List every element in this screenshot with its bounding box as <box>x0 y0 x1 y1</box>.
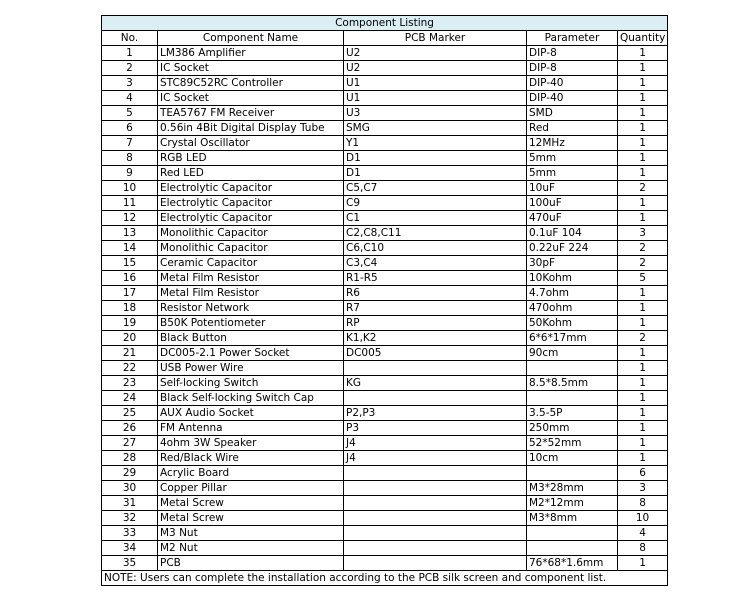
cell-parameter: Red <box>527 121 618 136</box>
cell-pcb-marker: Y1 <box>344 136 527 151</box>
cell-quantity: 1 <box>618 211 668 226</box>
table-row <box>102 346 668 361</box>
cell-parameter: DIP-40 <box>527 76 618 91</box>
cell-quantity: 1 <box>618 166 668 181</box>
cell-component-name: Monolithic Capacitor <box>158 226 344 241</box>
header-component-name: Component Name <box>158 31 344 46</box>
table-row <box>102 331 668 346</box>
table-row <box>102 211 668 226</box>
cell-no: 6 <box>102 121 158 136</box>
table-row <box>102 46 668 61</box>
cell-pcb-marker: C9 <box>344 196 527 211</box>
cell-quantity: 1 <box>618 91 668 106</box>
cell-no: 29 <box>102 466 158 481</box>
cell-pcb-marker: C2,C8,C11 <box>344 226 527 241</box>
cell-component-name: Monolithic Capacitor <box>158 241 344 256</box>
cell-quantity: 2 <box>618 256 668 271</box>
cell-no: 32 <box>102 511 158 526</box>
cell-component-name: Black Self-locking Switch Cap <box>158 391 344 406</box>
cell-quantity: 1 <box>618 406 668 421</box>
cell-quantity: 3 <box>618 226 668 241</box>
cell-component-name: AUX Audio Socket <box>158 406 344 421</box>
cell-component-name: Metal Film Resistor <box>158 271 344 286</box>
table-row <box>102 226 668 241</box>
cell-parameter <box>527 361 618 376</box>
cell-parameter: DIP-8 <box>527 61 618 76</box>
table-row <box>102 136 668 151</box>
cell-parameter: M2*12mm <box>527 496 618 511</box>
cell-no: 27 <box>102 436 158 451</box>
cell-no: 26 <box>102 421 158 436</box>
cell-no: 4 <box>102 91 158 106</box>
cell-no: 8 <box>102 151 158 166</box>
table-row <box>102 526 668 541</box>
header-parameter: Parameter <box>527 31 618 46</box>
cell-quantity: 1 <box>618 436 668 451</box>
table-row <box>102 61 668 76</box>
cell-pcb-marker <box>344 556 527 571</box>
cell-pcb-marker <box>344 391 527 406</box>
cell-parameter: 0.22uF 224 <box>527 241 618 256</box>
cell-pcb-marker <box>344 496 527 511</box>
cell-component-name: Black Button <box>158 331 344 346</box>
cell-pcb-marker: U3 <box>344 106 527 121</box>
cell-quantity: 8 <box>618 541 668 556</box>
table-row <box>102 301 668 316</box>
table-row <box>102 436 668 451</box>
cell-component-name: Electrolytic Capacitor <box>158 181 344 196</box>
table-row <box>102 271 668 286</box>
cell-parameter: 5mm <box>527 151 618 166</box>
cell-quantity: 10 <box>618 511 668 526</box>
cell-pcb-marker: D1 <box>344 166 527 181</box>
cell-component-name: 4ohm 3W Speaker <box>158 436 344 451</box>
cell-no: 17 <box>102 286 158 301</box>
table-row <box>102 451 668 466</box>
cell-parameter: 0.1uF 104 <box>527 226 618 241</box>
cell-no: 11 <box>102 196 158 211</box>
cell-no: 28 <box>102 451 158 466</box>
cell-pcb-marker <box>344 541 527 556</box>
header-pcb-marker: PCB Marker <box>344 31 527 46</box>
cell-pcb-marker: KG <box>344 376 527 391</box>
cell-parameter <box>527 391 618 406</box>
cell-pcb-marker: J4 <box>344 451 527 466</box>
cell-quantity: 1 <box>618 346 668 361</box>
cell-no: 30 <box>102 481 158 496</box>
cell-pcb-marker: P3 <box>344 421 527 436</box>
table-row <box>102 421 668 436</box>
cell-component-name: Self-locking Switch <box>158 376 344 391</box>
cell-component-name: Electrolytic Capacitor <box>158 196 344 211</box>
cell-quantity: 1 <box>618 376 668 391</box>
cell-component-name: M3 Nut <box>158 526 344 541</box>
cell-quantity: 1 <box>618 151 668 166</box>
cell-no: 15 <box>102 256 158 271</box>
table-row <box>102 481 668 496</box>
cell-pcb-marker: C6,C10 <box>344 241 527 256</box>
table-row <box>102 151 668 166</box>
cell-pcb-marker: R6 <box>344 286 527 301</box>
cell-parameter: 5mm <box>527 166 618 181</box>
cell-parameter: 50Kohm <box>527 316 618 331</box>
cell-parameter: 8.5*8.5mm <box>527 376 618 391</box>
cell-pcb-marker: C1 <box>344 211 527 226</box>
cell-parameter: DIP-8 <box>527 46 618 61</box>
cell-quantity: 1 <box>618 76 668 91</box>
cell-parameter: 470uF <box>527 211 618 226</box>
cell-parameter <box>527 526 618 541</box>
cell-no: 20 <box>102 331 158 346</box>
cell-no: 18 <box>102 301 158 316</box>
table-row <box>102 556 668 571</box>
cell-pcb-marker: U2 <box>344 61 527 76</box>
cell-quantity: 1 <box>618 451 668 466</box>
cell-no: 35 <box>102 556 158 571</box>
table-row <box>102 196 668 211</box>
header-quantity: Quantity <box>618 31 668 46</box>
cell-quantity: 1 <box>618 556 668 571</box>
cell-pcb-marker <box>344 481 527 496</box>
cell-no: 9 <box>102 166 158 181</box>
cell-pcb-marker: RP <box>344 316 527 331</box>
cell-quantity: 2 <box>618 241 668 256</box>
table-body <box>102 46 668 571</box>
cell-no: 25 <box>102 406 158 421</box>
table-row <box>102 286 668 301</box>
cell-pcb-marker: D1 <box>344 151 527 166</box>
cell-parameter: 4.7ohm <box>527 286 618 301</box>
cell-parameter: 3.5-5P <box>527 406 618 421</box>
cell-no: 7 <box>102 136 158 151</box>
cell-component-name: Copper Pillar <box>158 481 344 496</box>
table-row <box>102 376 668 391</box>
cell-component-name: Metal Film Resistor <box>158 286 344 301</box>
table-row <box>102 361 668 376</box>
cell-pcb-marker: J4 <box>344 436 527 451</box>
cell-pcb-marker: DC005 <box>344 346 527 361</box>
table-note: NOTE: Users can complete the installation according to the PCB silk screen and component list. <box>102 571 668 586</box>
cell-no: 5 <box>102 106 158 121</box>
cell-quantity: 2 <box>618 331 668 346</box>
cell-component-name: RGB LED <box>158 151 344 166</box>
cell-no: 14 <box>102 241 158 256</box>
cell-pcb-marker: K1,K2 <box>344 331 527 346</box>
header-row <box>102 31 668 46</box>
cell-quantity: 1 <box>618 136 668 151</box>
cell-parameter: 10uF <box>527 181 618 196</box>
table-title: Component Listing <box>102 16 668 31</box>
cell-parameter: 10cm <box>527 451 618 466</box>
table-row <box>102 181 668 196</box>
cell-quantity: 1 <box>618 61 668 76</box>
cell-no: 3 <box>102 76 158 91</box>
cell-quantity: 1 <box>618 121 668 136</box>
cell-component-name: Resistor Network <box>158 301 344 316</box>
table-row <box>102 391 668 406</box>
cell-pcb-marker: C3,C4 <box>344 256 527 271</box>
cell-parameter: 10Kohm <box>527 271 618 286</box>
cell-quantity: 1 <box>618 301 668 316</box>
cell-pcb-marker: U1 <box>344 91 527 106</box>
cell-component-name: Ceramic Capacitor <box>158 256 344 271</box>
cell-component-name: Red LED <box>158 166 344 181</box>
cell-quantity: 3 <box>618 481 668 496</box>
cell-component-name: DC005-2.1 Power Socket <box>158 346 344 361</box>
cell-pcb-marker: SMG <box>344 121 527 136</box>
cell-no: 19 <box>102 316 158 331</box>
cell-pcb-marker: P2,P3 <box>344 406 527 421</box>
cell-parameter: 250mm <box>527 421 618 436</box>
cell-component-name: Red/Black Wire <box>158 451 344 466</box>
cell-quantity: 1 <box>618 196 668 211</box>
cell-pcb-marker: U1 <box>344 76 527 91</box>
cell-no: 12 <box>102 211 158 226</box>
table-row <box>102 316 668 331</box>
cell-parameter: 470ohm <box>527 301 618 316</box>
cell-pcb-marker: R7 <box>344 301 527 316</box>
cell-pcb-marker: U2 <box>344 46 527 61</box>
table-row <box>102 406 668 421</box>
table-row <box>102 541 668 556</box>
table-row <box>102 466 668 481</box>
table-row <box>102 241 668 256</box>
table-row <box>102 76 668 91</box>
cell-component-name: Metal Screw <box>158 511 344 526</box>
cell-no: 13 <box>102 226 158 241</box>
cell-parameter: 100uF <box>527 196 618 211</box>
cell-pcb-marker: C5,C7 <box>344 181 527 196</box>
cell-parameter: 52*52mm <box>527 436 618 451</box>
table-row <box>102 511 668 526</box>
cell-parameter: 90cm <box>527 346 618 361</box>
table-row <box>102 496 668 511</box>
cell-pcb-marker <box>344 526 527 541</box>
cell-no: 10 <box>102 181 158 196</box>
cell-no: 34 <box>102 541 158 556</box>
cell-parameter: M3*8mm <box>527 511 618 526</box>
cell-no: 21 <box>102 346 158 361</box>
cell-component-name: 0.56in 4Bit Digital Display Tube <box>158 121 344 136</box>
cell-parameter <box>527 466 618 481</box>
cell-quantity: 1 <box>618 316 668 331</box>
cell-component-name: TEA5767 FM Receiver <box>158 106 344 121</box>
cell-pcb-marker <box>344 466 527 481</box>
cell-quantity: 1 <box>618 361 668 376</box>
cell-component-name: M2 Nut <box>158 541 344 556</box>
cell-no: 1 <box>102 46 158 61</box>
component-table <box>101 15 668 586</box>
table-row <box>102 106 668 121</box>
cell-component-name: Electrolytic Capacitor <box>158 211 344 226</box>
cell-pcb-marker: R1-R5 <box>344 271 527 286</box>
cell-quantity: 4 <box>618 526 668 541</box>
table-row <box>102 166 668 181</box>
table-row <box>102 256 668 271</box>
cell-no: 24 <box>102 391 158 406</box>
cell-quantity: 6 <box>618 466 668 481</box>
cell-pcb-marker <box>344 511 527 526</box>
cell-component-name: LM386 Amplifier <box>158 46 344 61</box>
cell-parameter: 6*6*17mm <box>527 331 618 346</box>
cell-component-name: IC Socket <box>158 61 344 76</box>
cell-pcb-marker <box>344 361 527 376</box>
table-row <box>102 91 668 106</box>
cell-component-name: Crystal Oscillator <box>158 136 344 151</box>
cell-component-name: USB Power Wire <box>158 361 344 376</box>
cell-no: 22 <box>102 361 158 376</box>
cell-no: 16 <box>102 271 158 286</box>
cell-component-name: FM Antenna <box>158 421 344 436</box>
cell-parameter: DIP-40 <box>527 91 618 106</box>
cell-quantity: 1 <box>618 286 668 301</box>
header-no: No. <box>102 31 158 46</box>
cell-quantity: 8 <box>618 496 668 511</box>
cell-component-name: STC89C52RC Controller <box>158 76 344 91</box>
cell-no: 2 <box>102 61 158 76</box>
cell-quantity: 5 <box>618 271 668 286</box>
cell-quantity: 2 <box>618 181 668 196</box>
cell-parameter: SMD <box>527 106 618 121</box>
cell-component-name: Metal Screw <box>158 496 344 511</box>
cell-component-name: B50K Potentiometer <box>158 316 344 331</box>
cell-component-name: PCB <box>158 556 344 571</box>
cell-parameter: 12MHz <box>527 136 618 151</box>
cell-quantity: 1 <box>618 46 668 61</box>
table-row <box>102 121 668 136</box>
cell-no: 31 <box>102 496 158 511</box>
cell-parameter: M3*28mm <box>527 481 618 496</box>
cell-parameter <box>527 541 618 556</box>
cell-component-name: Acrylic Board <box>158 466 344 481</box>
cell-no: 33 <box>102 526 158 541</box>
cell-parameter: 30pF <box>527 256 618 271</box>
cell-parameter: 76*68*1.6mm <box>527 556 618 571</box>
cell-quantity: 1 <box>618 421 668 436</box>
cell-no: 23 <box>102 376 158 391</box>
cell-component-name: IC Socket <box>158 91 344 106</box>
cell-quantity: 1 <box>618 391 668 406</box>
cell-quantity: 1 <box>618 106 668 121</box>
